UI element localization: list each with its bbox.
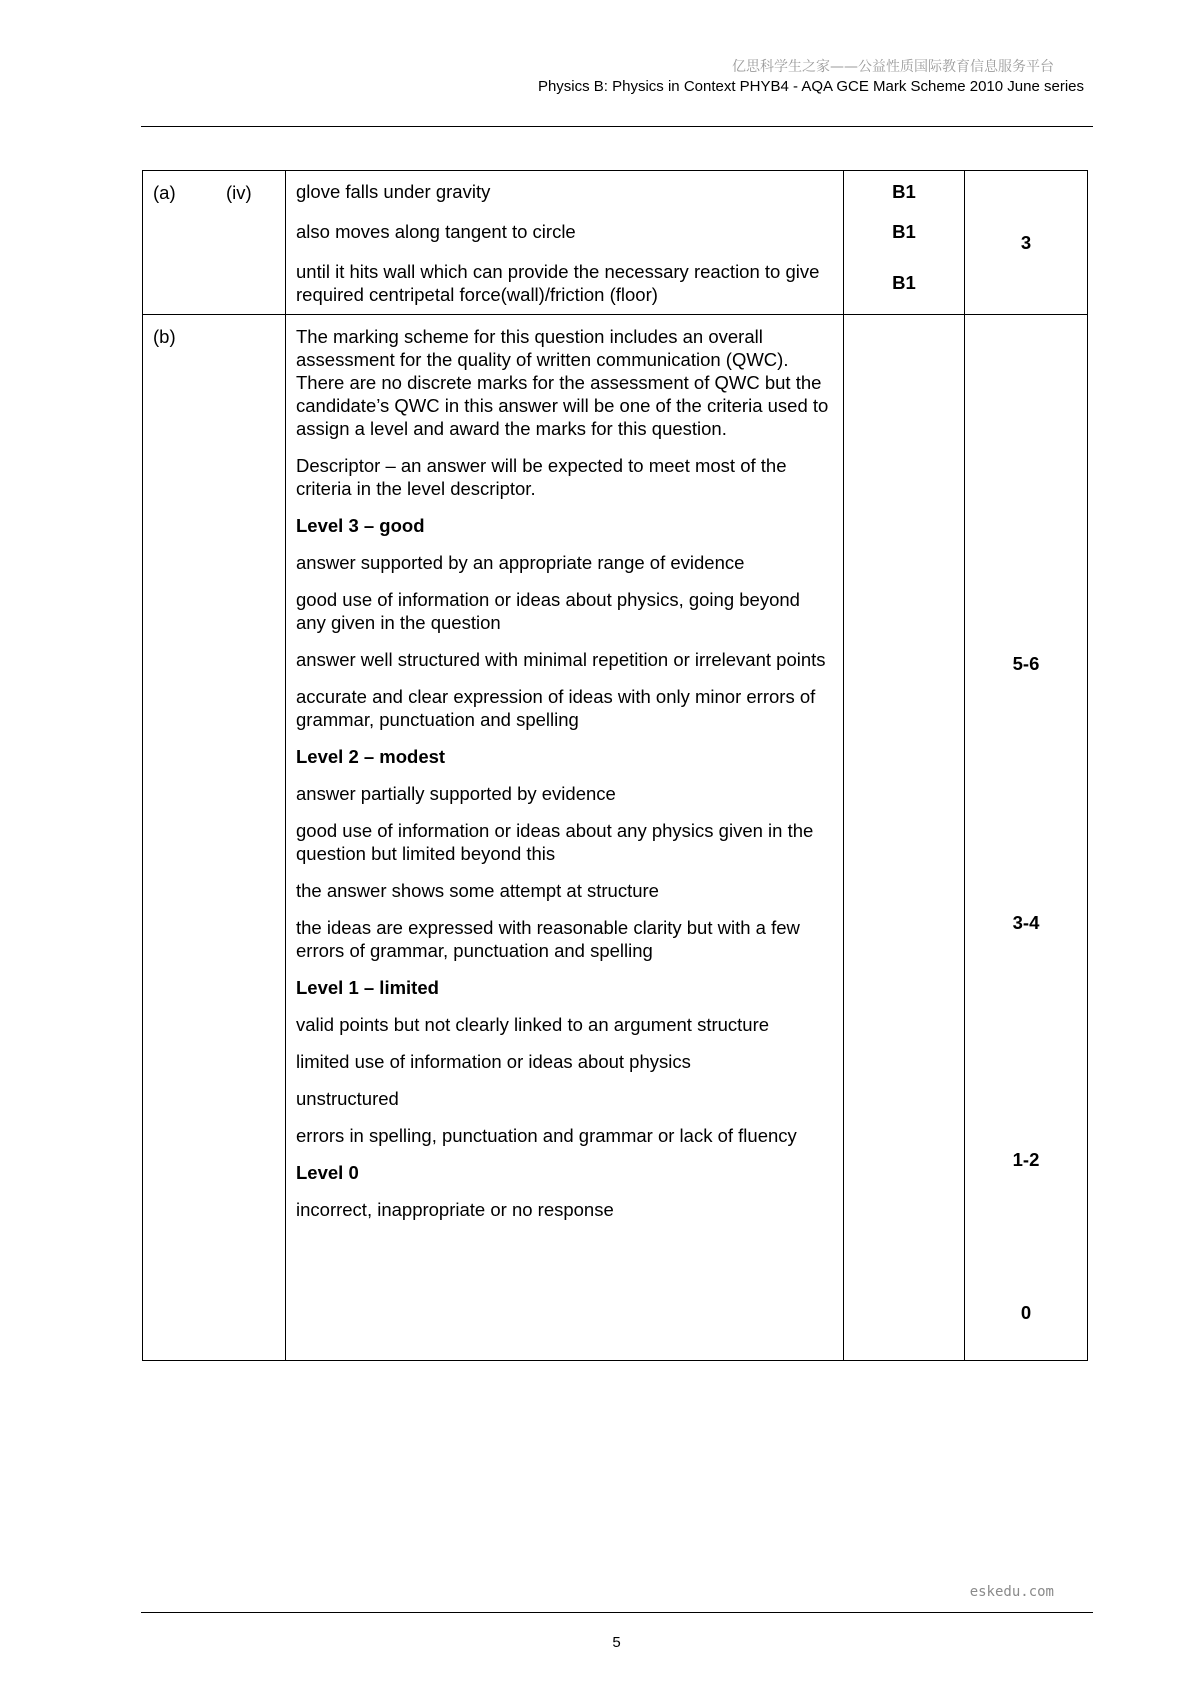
level-criterion: good use of information or ideas about any physics given in the question but limited beyond this	[296, 820, 814, 864]
question-cell	[143, 315, 286, 1361]
table-row	[143, 171, 1088, 315]
table-row	[143, 315, 1088, 1361]
level-criterion: valid points but not clearly linked to an argument structure	[296, 1014, 770, 1035]
marks-cell	[844, 315, 965, 1361]
watermark: eskedu.com	[969, 1584, 1054, 1600]
level-criterion: incorrect, inappropriate or no response	[296, 1199, 614, 1220]
qwc-intro: The marking scheme for this question includes an overall assessment for the quality of written communication (QWC). There are no discrete marks for the assessment of QWC but the candidate’s QWC in this answer will be one of the criteria used to assign a level and award the marks for this question.	[296, 326, 829, 439]
level-criterion: answer supported by an appropriate range of evidence	[296, 552, 745, 573]
level-criterion: unstructured	[296, 1088, 399, 1109]
answer-cell	[286, 315, 844, 1361]
question-number: (a)	[153, 182, 176, 203]
level-criterion: good use of information or ideas about physics, going beyond any given in the question	[296, 589, 800, 633]
mark-code: B1	[892, 181, 916, 202]
total-cell	[965, 315, 1088, 1361]
level-criterion: limited use of information or ideas about physics	[296, 1051, 691, 1072]
mark-scheme-table	[142, 170, 1088, 1361]
level-marks: 3-4	[1012, 912, 1040, 933]
level-heading: Level 0	[296, 1162, 359, 1183]
question-number: (b)	[153, 326, 176, 347]
descriptor-note: Descriptor – an answer will be expected to meet most of the criteria in the level descriptor.	[296, 455, 787, 499]
mark-code: B1	[892, 221, 916, 242]
answer-cell	[286, 171, 844, 315]
level-criterion: the ideas are expressed with reasonable clarity but with a few errors of grammar, punctuation and spelling	[296, 917, 800, 961]
footer-divider	[141, 1612, 1093, 1613]
level-marks: 0	[1020, 1302, 1032, 1323]
page-number: 5	[612, 1634, 621, 1651]
level-criterion: answer partially supported by evidence	[296, 783, 616, 804]
question-part: (iv)	[226, 182, 252, 203]
site-banner: 亿思科学生之家——公益性质国际教育信息服务平台	[732, 59, 1054, 75]
mark-code: B1	[892, 272, 916, 293]
level-heading: Level 2 – modest	[296, 746, 446, 767]
total-marks: 3	[1020, 232, 1032, 253]
answer-point: also moves along tangent to circle	[296, 221, 576, 242]
level-marks: 5-6	[1012, 653, 1040, 674]
question-cell	[143, 171, 286, 315]
marks-cell	[844, 171, 965, 315]
level-heading: Level 3 – good	[296, 515, 425, 536]
level-criterion: answer well structured with minimal repetition or irrelevant points	[296, 649, 826, 670]
level-criterion: the answer shows some attempt at structure	[296, 880, 659, 901]
level-criterion: errors in spelling, punctuation and grammar or lack of fluency	[296, 1125, 797, 1146]
total-cell	[965, 171, 1088, 315]
header-divider	[141, 126, 1093, 127]
level-criterion: accurate and clear expression of ideas with only minor errors of grammar, punctuation and spelling	[296, 686, 816, 730]
answer-point: glove falls under gravity	[296, 181, 491, 202]
level-marks: 1-2	[1012, 1149, 1040, 1170]
level-heading: Level 1 – limited	[296, 977, 439, 998]
answer-point: until it hits wall which can provide the necessary reaction to give required centripetal force(wall)/friction (floor)	[296, 261, 820, 305]
document-title: Physics B: Physics in Context PHYB4 - AQA GCE Mark Scheme 2010 June series	[537, 78, 1084, 95]
